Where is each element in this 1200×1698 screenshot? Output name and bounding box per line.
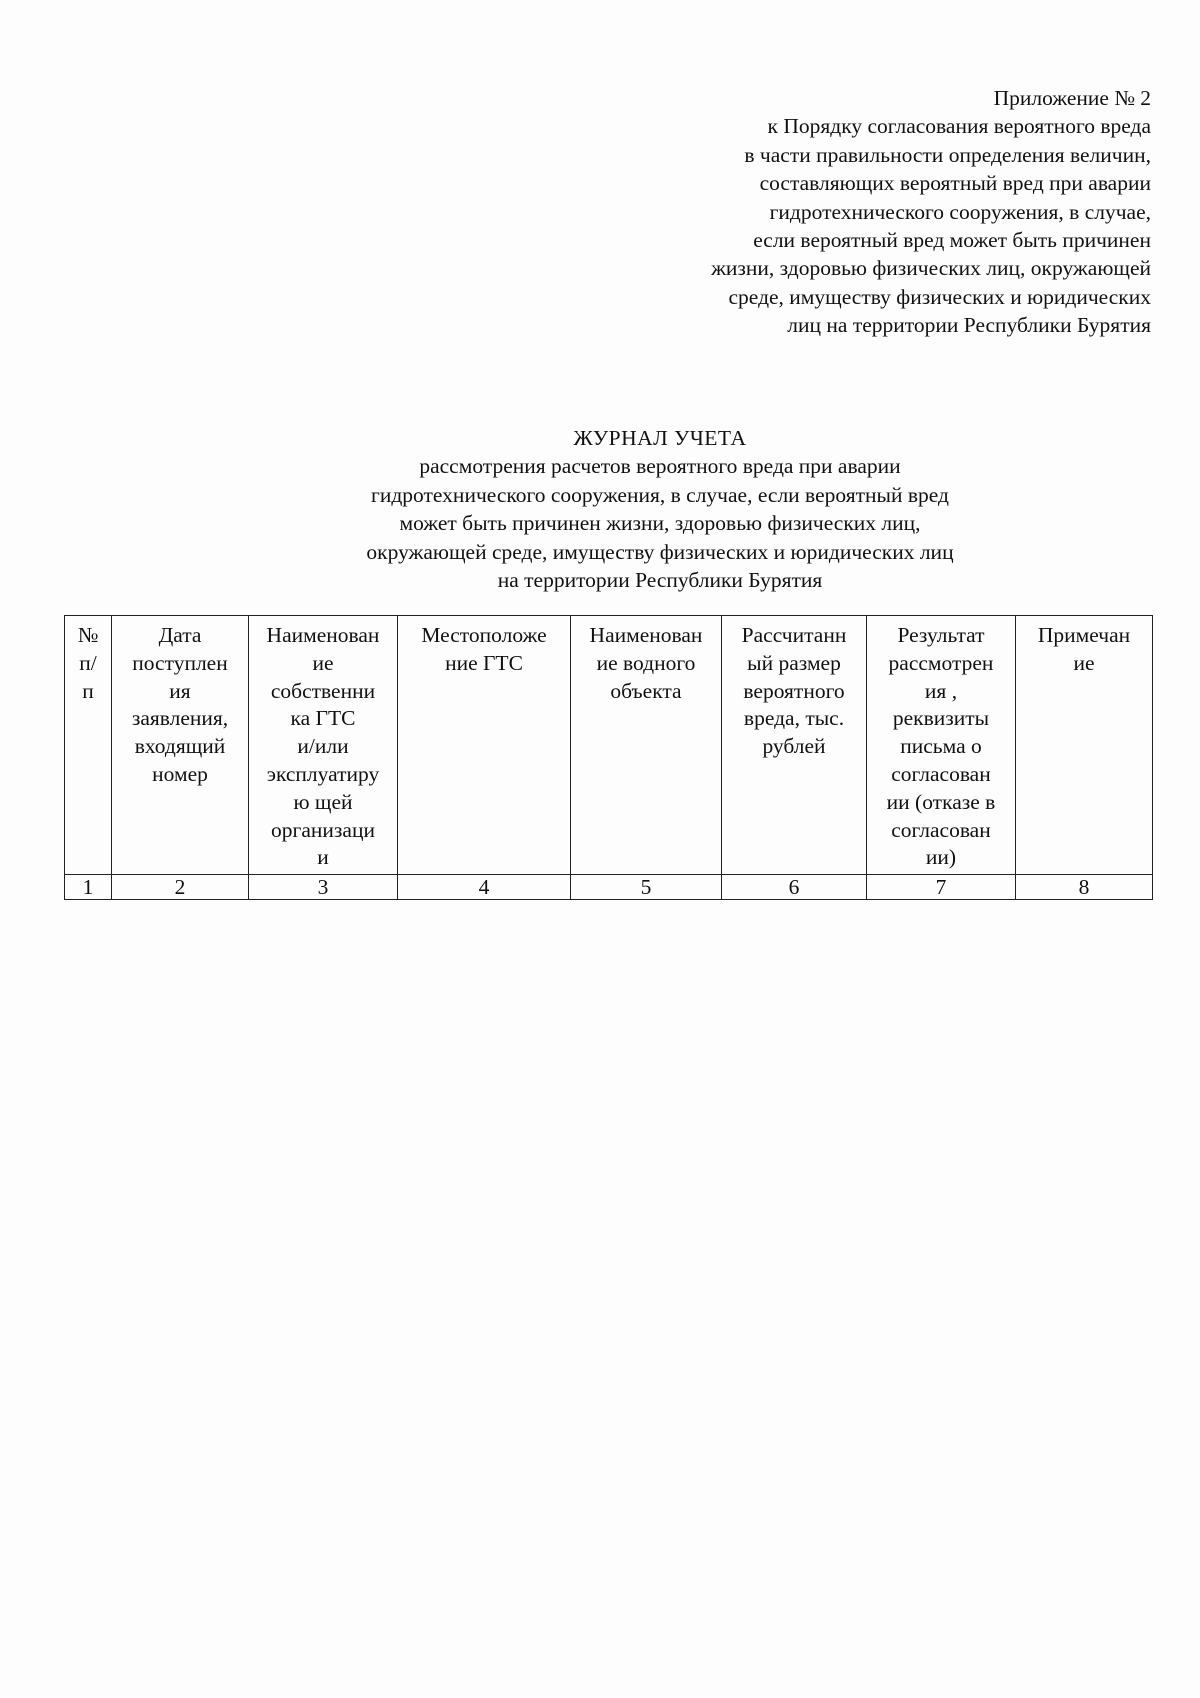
column-number-cell: 7 bbox=[867, 875, 1016, 900]
journal-table bbox=[64, 615, 1153, 900]
column-number-cell: 1 bbox=[65, 875, 112, 900]
column-number-cell: 2 bbox=[112, 875, 249, 900]
header-cell-number: № п/ п bbox=[65, 616, 112, 875]
header-cell-review-result: Результат рассмотрен ия , реквизиты письма о согласован ии (отказе в согласован ии) bbox=[867, 616, 1016, 875]
column-number-cell: 8 bbox=[1016, 875, 1153, 900]
journal-title: ЖУРНАЛ УЧЕТА bbox=[573, 426, 747, 450]
column-number-cell: 6 bbox=[722, 875, 867, 900]
journal-subtitle-line: может быть причинен жизни, здоровью физических лиц, bbox=[399, 511, 921, 536]
appendix-line: Приложение № 2 bbox=[993, 86, 1151, 110]
appendix-line: к Порядку согласования вероятного вреда bbox=[767, 114, 1151, 139]
column-number-cell: 3 bbox=[249, 875, 398, 900]
column-number-row bbox=[65, 875, 1153, 900]
appendix-line: среде, имуществу физических и юридических bbox=[728, 284, 1151, 309]
header-cell-note: Примечан ие bbox=[1016, 616, 1153, 875]
column-number-cell: 5 bbox=[571, 875, 722, 900]
journal-subtitle-line: рассмотрения расчетов вероятного вреда при аварии bbox=[419, 454, 901, 479]
journal-subtitle-line: на территории Республики Бурятия bbox=[497, 568, 823, 593]
header-cell-water-body: Наименован ие водного объекта bbox=[571, 616, 722, 875]
journal-subtitle-line: гидротехнического сооружения, в случае, если вероятный вред bbox=[371, 482, 949, 507]
header-cell-location: Местоположе ние ГТС bbox=[398, 616, 571, 875]
journal-subtitle-line: окружающей среде, имуществу физических и юридических лиц bbox=[366, 539, 954, 564]
appendix-line: если вероятный вред может быть причинен bbox=[753, 228, 1151, 253]
appendix-line: жизни, здоровью физических лиц, окружающей bbox=[711, 256, 1151, 281]
appendix-line: лиц на территории Республики Бурятия bbox=[787, 313, 1151, 338]
appendix-line: гидротехнического сооружения, в случае, bbox=[769, 199, 1151, 224]
header-cell-date-received: Дата поступлен ия заявления, входящий номер bbox=[112, 616, 249, 875]
appendix-note bbox=[591, 84, 1151, 340]
appendix-line: в части правильности определения величин, bbox=[744, 142, 1151, 167]
appendix-line: составляющих вероятный вред при аварии bbox=[759, 171, 1151, 196]
column-number-cell: 4 bbox=[398, 875, 571, 900]
table-header-row bbox=[65, 616, 1153, 875]
header-cell-owner: Наименован ие собственни ка ГТС и/или эксплуатиру ю щей организаци и bbox=[249, 616, 398, 875]
header-cell-calculated-damage: Рассчитанн ый размер вероятного вреда, тыс. рублей bbox=[722, 616, 867, 875]
journal-heading bbox=[0, 424, 1200, 594]
